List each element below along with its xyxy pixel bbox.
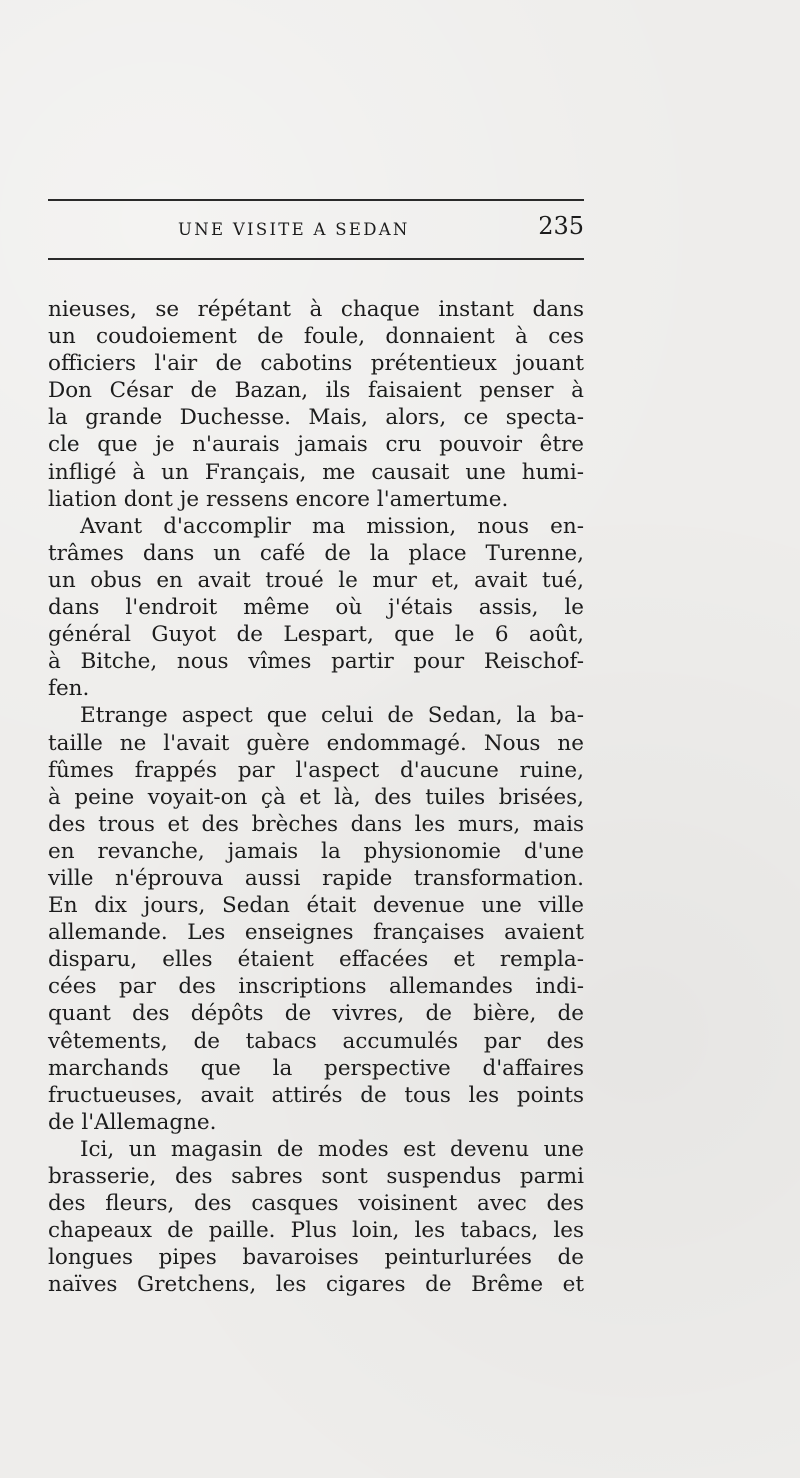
text-line: officiers l'air de cabotins prétentieux jouant (48, 351, 584, 377)
text-line: naïves Gretchens, les cigares de Brême et (48, 1272, 584, 1298)
text-line: de l'Allemagne. (48, 1109, 217, 1135)
text-line: fûmes frappés par l'aspect d'aucune ruine, (48, 757, 584, 783)
text-line: un coudoiement de foule, donnaient à ces (48, 324, 584, 350)
text-line: ville n'éprouva aussi rapide transformation. (48, 865, 584, 891)
body-text (48, 296, 584, 1298)
header-bottom-rule (48, 258, 584, 260)
page-number: 235 (538, 212, 584, 240)
text-line: liation dont je ressens encore l'amertume. (48, 486, 509, 512)
text-line: dans l'endroit même où j'étais assis, le (48, 595, 584, 621)
text-line: infligé à un Français, me causait une humi- (48, 459, 584, 485)
text-line: des fleurs, des casques voisinent avec des (48, 1191, 584, 1217)
text-line: en revanche, jamais la physionomie d'une (48, 838, 584, 864)
text-line: disparu, elles étaient effacées et rempla- (48, 947, 584, 973)
text-line: vêtements, de tabacs accumulés par des (48, 1028, 584, 1054)
text-line: des trous et des brèches dans les murs, mais (48, 811, 584, 837)
text-line: Avant d'accomplir ma mission, nous en- (80, 513, 584, 539)
text-line: un obus en avait troué le mur et, avait tué, (48, 567, 584, 593)
text-line: chapeaux de paille. Plus loin, les tabacs, les (48, 1218, 584, 1244)
text-line: longues pipes bavaroises peinturlurées de (48, 1245, 584, 1271)
text-line: général Guyot de Lespart, que le 6 août, (48, 622, 584, 648)
text-line: taille ne l'avait guère endommagé. Nous ne (48, 730, 584, 756)
text-line: En dix jours, Sedan était devenue une ville (48, 893, 584, 919)
text-line: allemande. Les enseignes françaises avaient (48, 920, 584, 946)
text-line: marchands que la perspective d'affaires (48, 1055, 584, 1081)
text-line: la grande Duchesse. Mais, alors, ce specta- (48, 405, 584, 431)
text-line: à Bitche, nous vîmes partir pour Reischof- (48, 649, 584, 675)
text-line: fen. (48, 676, 90, 702)
text-line: quant des dépôts de vivres, de bière, de (48, 1001, 584, 1027)
text-line: Etrange aspect que celui de Sedan, la ba- (80, 703, 584, 729)
text-line: Ici, un magasin de modes est devenu une (80, 1136, 584, 1162)
header-top-rule (48, 199, 584, 201)
text-line: fructueuses, avait attirés de tous les points (48, 1082, 584, 1108)
text-line: cle que je n'aurais jamais cru pouvoir être (48, 432, 584, 458)
text-line: Don César de Bazan, ils faisaient penser à (48, 378, 584, 404)
running-head (48, 212, 584, 246)
text-line: cées par des inscriptions allemandes indi- (48, 974, 584, 1000)
text-line: trâmes dans un café de la place Turenne, (48, 540, 584, 566)
text-line: à peine voyait-on çà et là, des tuiles brisées, (48, 784, 584, 810)
text-line: nieuses, se répétant à chaque instant dans (48, 297, 584, 322)
text-line: brasserie, des sabres sont suspendus parmi (48, 1164, 584, 1189)
running-title: UNE VISITE A SEDAN (178, 220, 410, 239)
